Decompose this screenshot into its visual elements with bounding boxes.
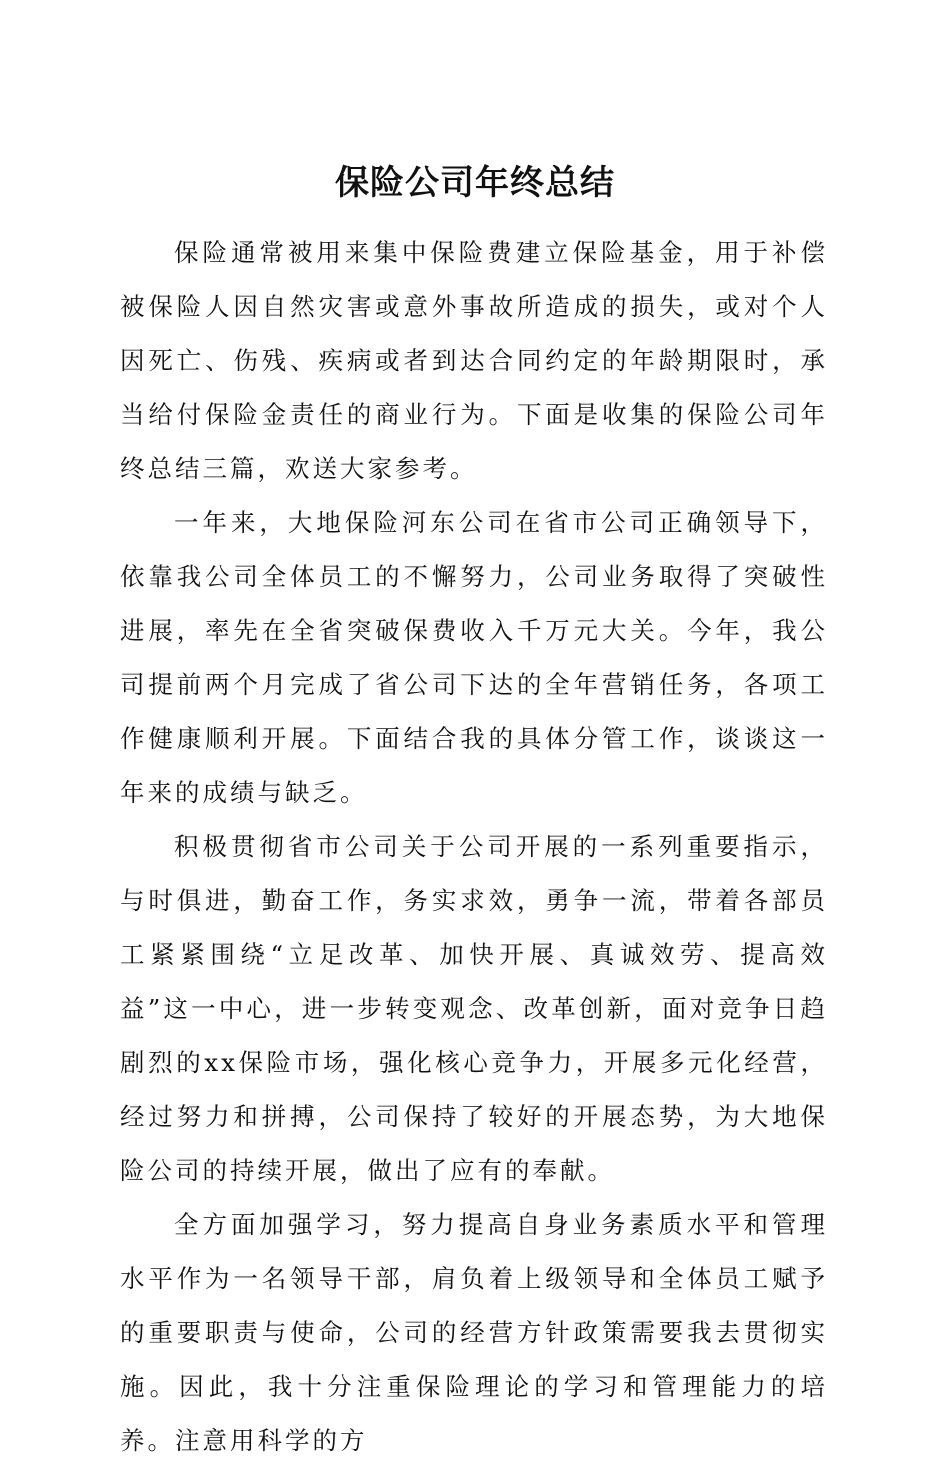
- paragraph-learning: 全方面加强学习，努力提高自身业务素质水平和管理水平作为一名领导干部，肩负着上级领导和全体员工赋予的重要职责与使命，公司的经营方针政策需要我去贯彻实施。因此，我十分注重保险理论的学习和管理能力的培养。注意用科学的方: [120, 1210, 828, 1455]
- paragraph-intro: 保险通常被用来集中保险费建立保险基金，用于补偿被保险人因自然灾害或意外事故所造成的损失，或对个人因死亡、伤残、疾病或者到达合同约定的年龄期限时，承当给付保险金责任的商业行为。下面是收集的保险公司年终总结三篇，欢送大家参考。: [120, 238, 828, 483]
- document-title: 保险公司年终总结: [335, 162, 615, 203]
- paragraph-overview: 一年来，大地保险河东公司在省市公司正确领导下，依靠我公司全体员工的不懈努力，公司业务取得了突破性进展，率先在全省突破保费收入千万元大关。今年，我公司提前两个月完成了省公司下达的全年营销任务，各项工作健康顺利开展。下面结合我的具体分管工作，谈谈这一年来的成绩与缺乏。: [120, 508, 828, 807]
- paragraph-directives: 积极贯彻省市公司关于公司开展的一系列重要指示，与时俱进，勤奋工作，务实求效，勇争一流，带着各部员工紧紧围绕“立足改革、加快开展、真诚效劳、提高效益”这一中心，进一步转变观念、改革创新，面对竞争日趋剧烈的xx保险市场，强化核心竞争力，开展多元化经营，经过努力和拼搏，公司保持了较好的开展态势，为大地保险公司的持续开展，做出了应有的奉献。: [120, 832, 828, 1185]
- document-body: [120, 226, 828, 1468]
